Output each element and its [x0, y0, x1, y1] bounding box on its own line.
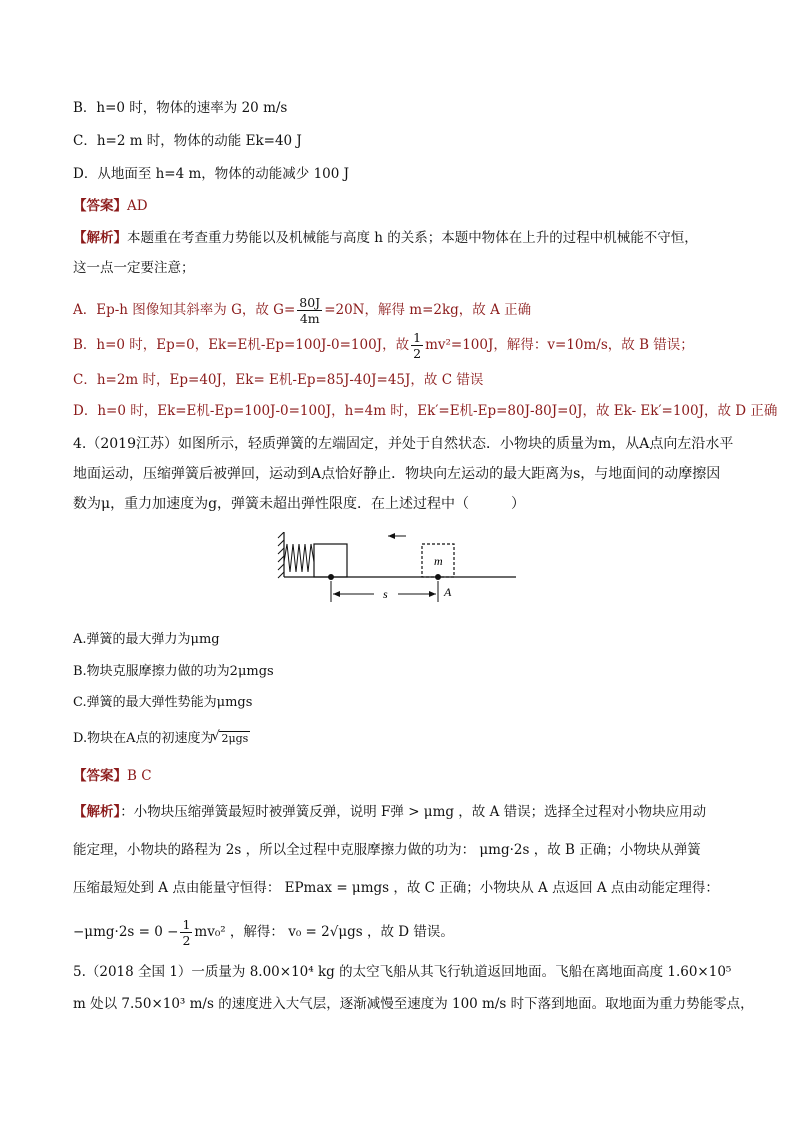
- question-5-line2: m 处以 7.50×10³ m/s 的速度进入大气层，逐渐减慢至速度为 100 m/s 时下落到地面。取地面为重力势能零点，: [73, 996, 754, 1012]
- explanation-4-line1: [73, 802, 734, 822]
- answer-value: AD: [127, 198, 148, 214]
- explanation-3-b: [73, 325, 734, 365]
- fraction-den: 2: [413, 346, 422, 361]
- exp-a-post: =20N，解得 m=2kg，故 A 正确: [324, 302, 532, 318]
- distance-label: s: [383, 587, 388, 601]
- spring-block-figure: [276, 532, 521, 604]
- explanation-4-line2: 能定理，小物块的路程为 2s ，所以全过程中克服摩擦力做的功为： μmg·2s ，故 B 正确；小物块从弹簧: [73, 842, 701, 858]
- point-a-label: A: [444, 585, 452, 599]
- exp-b-text: B．h=0 时，Ep=0，Ek=E机-Ep=100J-0=100J，故: [73, 337, 410, 353]
- answer-label: 【答案】: [73, 768, 127, 784]
- explanation-text: ：小物块压缩弹簧最短时被弹簧反弹，说明 F弹 > μmg ，故 A 错误；选择全过程对小物块应用动: [120, 804, 707, 820]
- question-4-line3: 数为μ，重力加速度为g，弹簧未超出弹性限度．在上述过程中（ ）: [73, 496, 526, 512]
- block-solid: [314, 544, 347, 577]
- compressed-point: [328, 574, 334, 580]
- answer-label: 【答案】: [73, 198, 127, 214]
- explanation-label: 【解析】: [73, 230, 127, 246]
- question-4-line1: 4.（2019江苏）如图所示，轻质弹簧的左端固定，并处于自然状态．小物块的质量为m，从A点向左沿水平: [73, 436, 734, 452]
- explanation-3-d: D．h=0 时，Ek=E机-Ep=100J-0=100J，h=4m 时，Ek′=E机-Ep=80J-80J=0J，故 Ek- Ek′=100J，故 D 正确: [73, 403, 778, 419]
- option-b: B．h=0 时，物体的速率为 20 m/s: [73, 100, 288, 116]
- explanation-4-line4: [73, 912, 734, 952]
- fraction: [411, 330, 423, 361]
- explanation-3-line2: 这一点一定要注意；: [73, 260, 195, 276]
- answer-value: B C: [127, 768, 152, 784]
- answer-3: [73, 196, 734, 216]
- explanation-4-line3: 压缩最短处到 A 点由能量守恒得： EPmax = μmgs ，故 C 正确；小物块从 A 点返回 A 点由动能定理得：: [73, 880, 719, 896]
- point-a: [435, 574, 441, 580]
- q4-option-c: C.弹簧的最大弹性势能为μmgs: [73, 695, 253, 710]
- explanation-3-c: C．h=2m 时，Ep=40J，Ek= E机-Ep=85J-40J=45J，故 C 错误: [73, 372, 484, 388]
- spring: [284, 544, 314, 572]
- q4-option-d: [73, 729, 734, 749]
- answer-4: [73, 766, 734, 786]
- explanation-text: 本题重在考查重力势能以及机械能与高度 h 的关系；本题中物体在上升的过程中机械能不守恒，: [127, 230, 698, 246]
- q4-option-a: A.弹簧的最大弹力为μmg: [73, 632, 220, 647]
- fraction: [180, 917, 192, 948]
- explanation-3-a: [73, 290, 734, 330]
- fraction-num: 1: [182, 917, 191, 932]
- arrow-head: [388, 533, 395, 539]
- q4-option-b: B.物块克服摩擦力做的功为2μmgs: [73, 664, 274, 679]
- q4-option-d-text: D.物块在A点的初速度为: [73, 731, 214, 746]
- option-c: C．h=2 m 时，物体的动能 Ek=40 J: [73, 133, 302, 149]
- fraction-num: 80J: [299, 295, 321, 310]
- question-5-line1: 5.（2018 全国 1）一质量为 8.00×10⁴ kg 的太空飞船从其飞行轨道返回地面。飞船在离地面高度 1.60×10⁵: [73, 964, 732, 980]
- exp4-eq-pre: −μmg·2s = 0 −: [73, 924, 179, 940]
- question-4-line2: 地面运动，压缩弹簧后被弹回，运动到A点恰好静止．物块向左运动的最大距离为s，与地面间的动摩擦因: [73, 466, 721, 482]
- option-d: D．从地面至 h=4 m，物体的动能减少 100 J: [73, 166, 350, 182]
- fraction: [297, 295, 322, 326]
- wall-hatch: [278, 532, 284, 578]
- explanation-3-line1: [73, 228, 734, 248]
- exp-a-text: A．Ep-h 图像知其斜率为 G，故 G=: [73, 302, 296, 318]
- fraction-den: 4m: [299, 311, 320, 326]
- fraction-num: 1: [413, 330, 422, 345]
- exp4-eq-post: mv₀² ，解得： v₀ = 2√μgs ，故 D 错误。: [194, 924, 454, 940]
- explanation-label: 【解析】: [73, 804, 121, 820]
- sqrt-expression: √ 2μgs: [219, 731, 250, 745]
- exp-b-post: mv²=100J，解得：v=10m/s，故 B 错误；: [425, 337, 694, 353]
- block-label: m: [434, 554, 443, 568]
- fraction-den: 2: [182, 933, 191, 948]
